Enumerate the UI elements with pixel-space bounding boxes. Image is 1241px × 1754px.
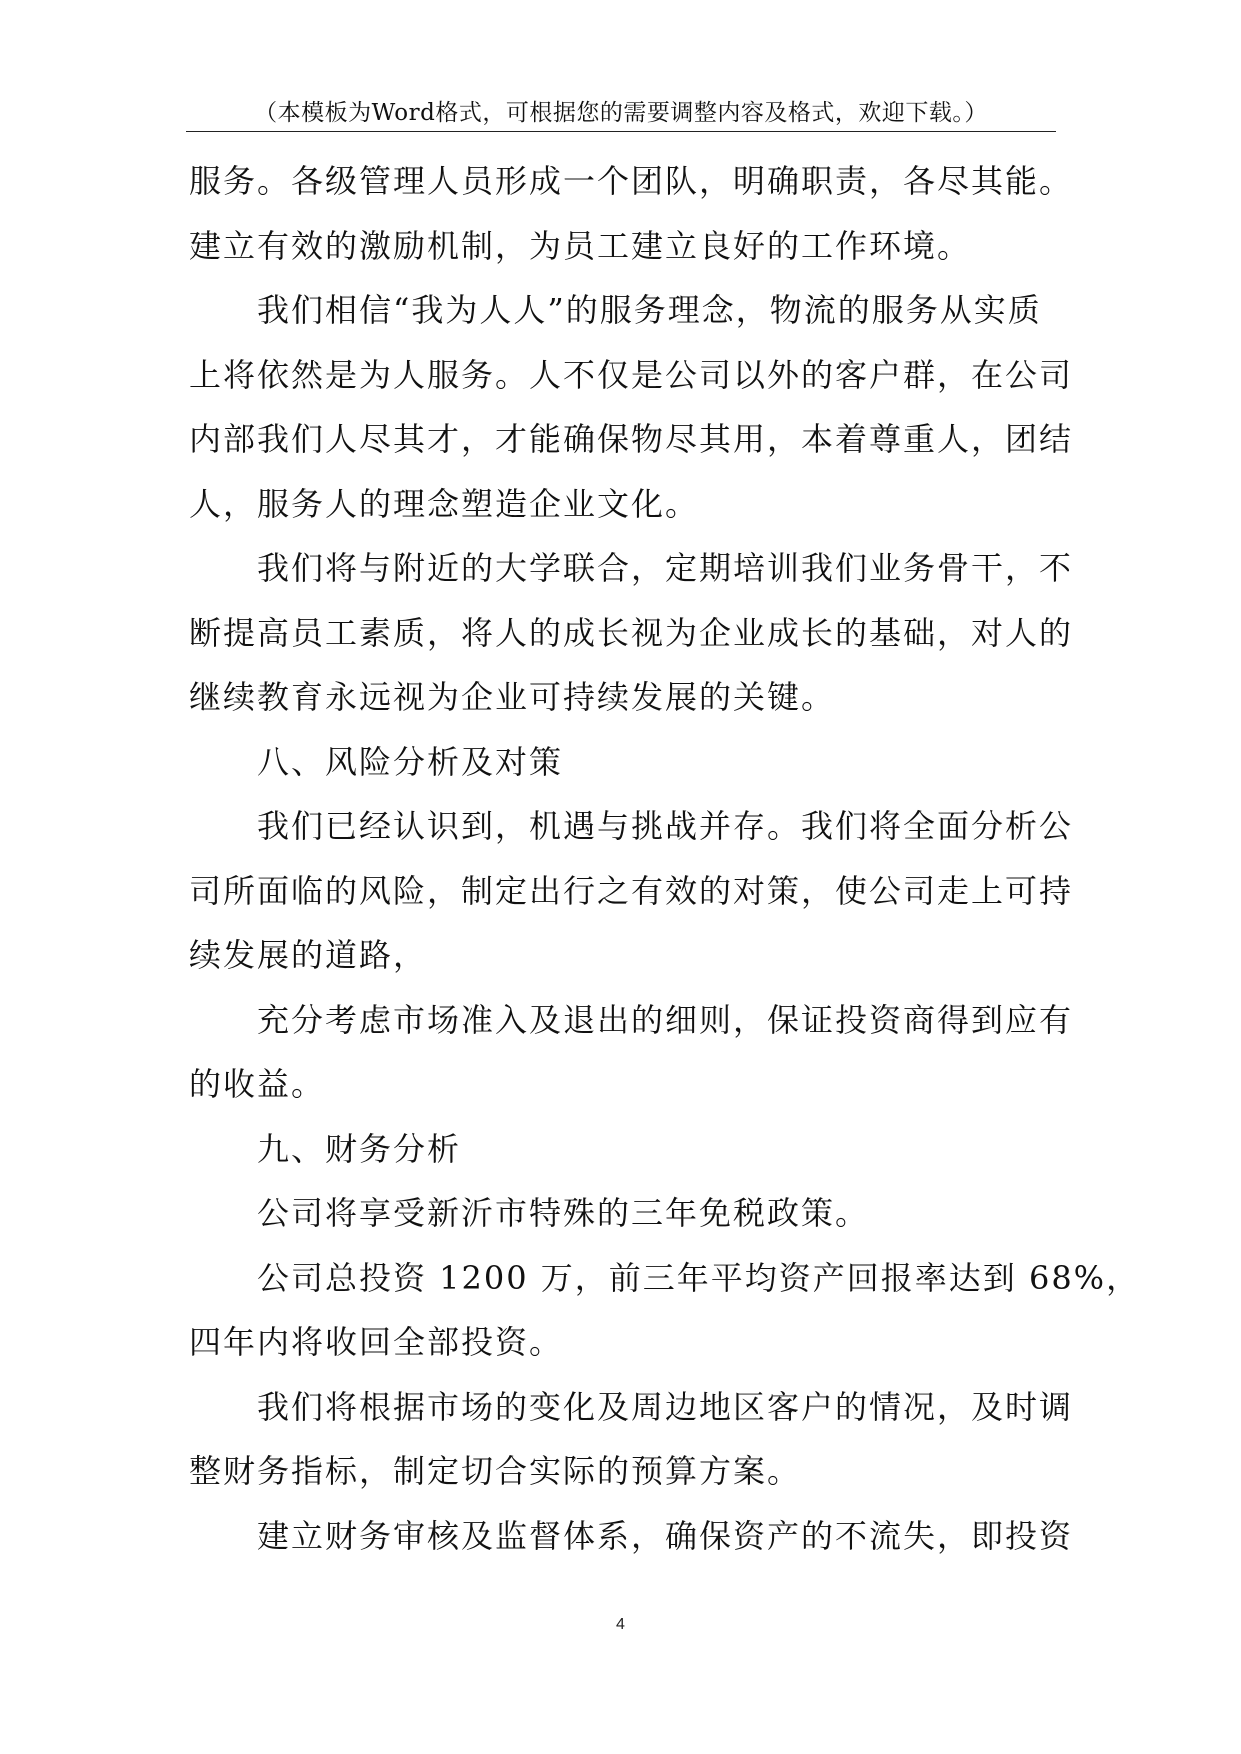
section-heading-risk: 八、风险分析及对策: [189, 742, 564, 781]
body-line: 充分考虑市场准入及退出的细则，保证投资商得到应有: [189, 1000, 1074, 1039]
body-line: 公司总投资 1200 万，前三年平均资产回报率达到 68%，: [189, 1258, 1141, 1297]
body-line: 司所面临的风险，制定出行之有效的对策，使公司走上可持: [189, 871, 1074, 910]
body-line: 建立有效的激励机制，为员工建立良好的工作环境。: [189, 226, 972, 265]
body-line: 我们相信“我为人人”的服务理念，物流的服务从实质: [189, 291, 1042, 329]
page-number: 4: [616, 1616, 625, 1633]
body-line: 整财务指标，制定切合实际的预算方案。: [189, 1452, 802, 1490]
body-line: 服务。各级管理人员形成一个团队，明确职责，各尽其能。: [189, 162, 1074, 200]
body-line: 我们将根据市场的变化及周边地区客户的情况，及时调: [189, 1387, 1074, 1426]
body-line: 继续教育永远视为企业可持续发展的关键。: [189, 678, 836, 716]
body-line: 续发展的道路，: [189, 936, 428, 974]
body-line: 建立财务审核及监督体系，确保资产的不流失，即投资: [189, 1516, 1074, 1555]
body-line: 公司将享受新沂市特殊的三年免税政策。: [189, 1194, 870, 1232]
body-line: 我们将与附近的大学联合，定期培训我们业务骨干，不: [189, 549, 1074, 587]
body-line: 断提高员工素质，将人的成长视为企业成长的基础，对人的: [189, 613, 1074, 652]
body-line: 我们已经认识到，机遇与挑战并存。我们将全面分析公: [189, 807, 1074, 845]
header-divider: [186, 131, 1056, 132]
section-heading-finance: 九、财务分析: [189, 1129, 462, 1168]
body-line: 四年内将收回全部投资。: [189, 1323, 564, 1361]
body-line: 上将依然是为人服务。人不仅是公司以外的客户群，在公司: [189, 355, 1074, 394]
template-notice-header: （本模板为Word格式，可根据您的需要调整内容及格式，欢迎下载。）: [254, 100, 988, 126]
body-line: 内部我们人尽其才，才能确保物尽其用，本着尊重人，团结: [189, 420, 1074, 458]
body-line: 人，服务人的理念塑造企业文化。: [189, 484, 700, 523]
document-body: [189, 149, 1141, 1568]
body-line: 的收益。: [189, 1065, 326, 1103]
